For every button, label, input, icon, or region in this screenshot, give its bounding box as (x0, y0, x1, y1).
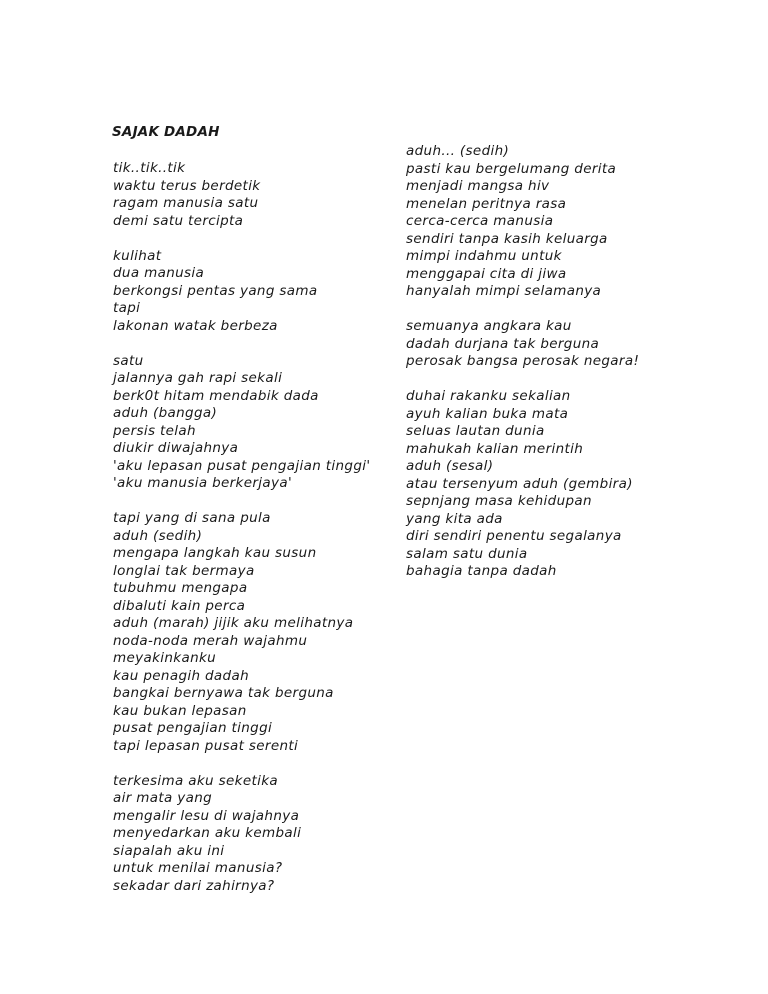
poem-line: seluas lautan dunia (406, 423, 545, 439)
poem-line: untuk menilai manusia? (113, 860, 283, 876)
poem-line: tapi yang di sana pula (113, 510, 271, 526)
poem-line: kulihat (113, 247, 162, 264)
poem-line: tik..tik..tik (113, 160, 186, 176)
poem-line: mengalir lesu di wajahnya (113, 807, 300, 824)
poem-column-right (406, 143, 706, 598)
poem-stanza (113, 160, 413, 230)
poem-line: hanyalah mimpi selamanya (406, 283, 602, 299)
poem-line: 'aku manusia berkerjaya' (113, 475, 293, 491)
poem-line: waktu terus berdetik (113, 177, 261, 194)
poem-line: menelan peritnya rasa (406, 195, 567, 212)
poem-stanza (113, 248, 413, 336)
poem-line: mimpi indahmu untuk (406, 248, 562, 264)
poem-line: kau penagih dadah (113, 667, 249, 684)
poem-line: tubuhmu mengapa (113, 580, 248, 596)
poem-line: tapi (113, 300, 141, 316)
poem-line: pasti kau bergelumang derita (406, 160, 617, 177)
poem-line: dadah durjana tak berguna (406, 335, 600, 352)
poem-line: lakonan watak berbeza (113, 317, 278, 334)
poem-line: aduh (bangga) (113, 405, 218, 421)
poem-line: aduh (sesal) (406, 458, 494, 474)
poem-line: persis telah (113, 422, 196, 439)
poem-column-left (113, 160, 413, 913)
poem-line: tapi lepasan pusat serenti (113, 737, 299, 754)
poem-line: berk0t hitam mendabik dada (113, 387, 319, 404)
poem-line: demi satu tercipta (113, 212, 244, 229)
poem-line: menjadi mangsa hiv (406, 178, 550, 194)
poem-line: aduh (sedih) (113, 527, 203, 544)
poem-line: terkesima aku seketika (113, 772, 279, 789)
poem-line: siapalah aku ini (113, 842, 225, 859)
poem-title: SAJAK DADAH (112, 124, 220, 140)
poem-line: atau tersenyum aduh (gembira) (406, 475, 633, 492)
poem-line: ayuh kalian buka mata (406, 405, 569, 422)
poem-line: dua manusia (113, 265, 205, 281)
poem-line: perosak bangsa perosak negara! (406, 353, 640, 369)
poem-line: aduh... (sedih) (406, 143, 510, 159)
poem-line: noda-noda merah wajahmu (113, 632, 308, 649)
poem-stanza (406, 143, 706, 301)
poem-line: duhai rakanku sekalian (406, 388, 571, 404)
poem-line: jalannya gah rapi sekali (113, 370, 283, 386)
poem-line: menyedarkan aku kembali (113, 825, 302, 841)
poem-line: meyakinkanku (113, 650, 217, 666)
poem-line: diukir diwajahnya (113, 440, 239, 456)
poem-stanza (113, 773, 413, 896)
poem-stanza (113, 353, 413, 493)
poem-line: sekadar dari zahirnya? (113, 877, 275, 894)
poem-line: berkongsi pentas yang sama (113, 282, 318, 299)
poem-line: pusat pengajian tinggi (113, 720, 273, 736)
poem-stanza (406, 318, 706, 371)
poem-line: salam satu dunia (406, 545, 528, 562)
poem-line: sepnjang masa kehidupan (406, 493, 592, 509)
poem-line: longlai tak bermaya (113, 562, 255, 579)
poem-line: dibaluti kain perca (113, 597, 246, 614)
poem-line: bahagia tanpa dadah (406, 563, 557, 579)
poem-line: menggapai cita di jiwa (406, 265, 567, 282)
poem-stanza (113, 510, 413, 755)
poem-line: bangkai bernyawa tak berguna (113, 685, 334, 701)
poem-line: mahukah kalian merintih (406, 440, 584, 457)
poem-line: air mata yang (113, 790, 213, 806)
poem-line: semuanya angkara kau (406, 318, 572, 334)
poem-line: satu (113, 352, 144, 369)
poem-line: aduh (marah) jijik aku melihatnya (113, 615, 354, 631)
poem-line: sendiri tanpa kasih keluarga (406, 230, 608, 247)
poem-line: diri sendiri penentu segalanya (406, 528, 622, 544)
poem-line: mengapa langkah kau susun (113, 545, 317, 561)
poem-line: yang kita ada (406, 510, 503, 527)
poem-stanza (406, 388, 706, 581)
poem-line: 'aku lepasan pusat pengajian tinggi' (113, 457, 371, 474)
poem-line: ragam manusia satu (113, 195, 259, 211)
poem-line: cerca-cerca manusia (406, 213, 554, 229)
poem-line: kau bukan lepasan (113, 702, 247, 719)
